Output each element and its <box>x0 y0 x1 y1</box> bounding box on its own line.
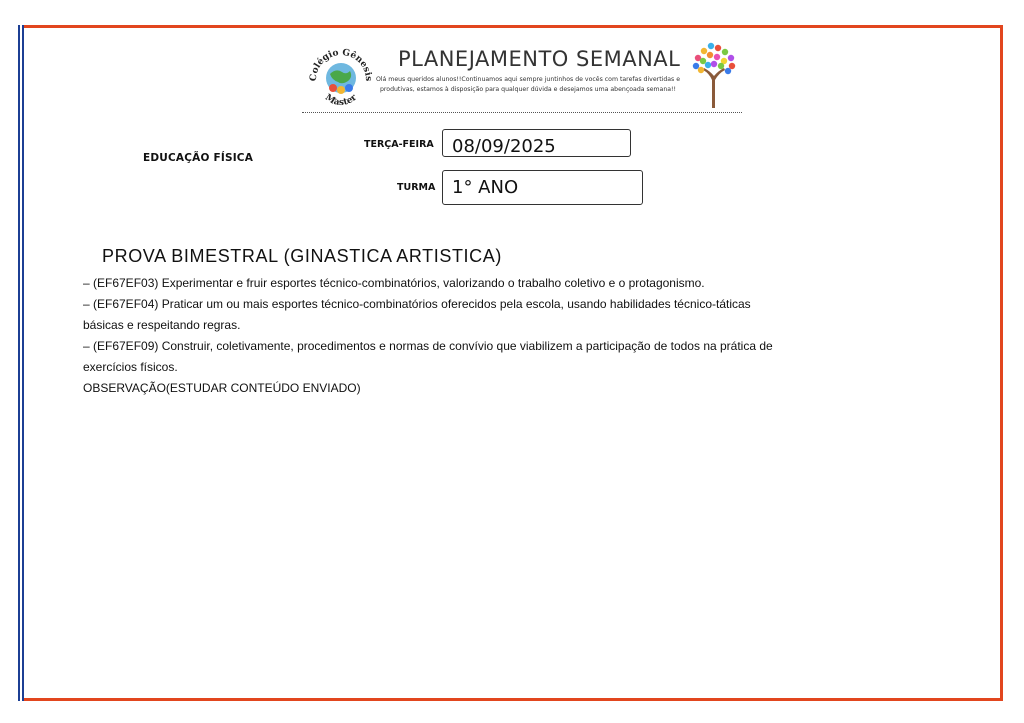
page-border-accent <box>18 25 24 701</box>
class-label: TURMA <box>397 182 436 193</box>
content-line: básicas e respeitando regras. <box>83 318 241 332</box>
content-line: exercícios físicos. <box>83 360 178 374</box>
logo-text-bottom: Master <box>323 92 360 108</box>
content-line: OBSERVAÇÃO(ESTUDAR CONTEÚDO ENVIADO) <box>83 381 361 395</box>
subject-label: EDUCAÇÃO FÍSICA <box>143 152 254 164</box>
section-heading: PROVA BIMESTRAL (GINASTICA ARTISTICA) <box>102 246 502 266</box>
logo-text-top: Colégio Gênesis <box>308 47 374 82</box>
class-field: 1° ANO <box>442 170 643 205</box>
day-label: TERÇA-FEIRA <box>364 139 434 150</box>
content-line: – (EF67EF04) Praticar um ou mais esportes técnico-combinatórios oferecidos pela escola, usando habilidades técnico-táticas <box>83 297 751 311</box>
school-logo <box>308 44 374 110</box>
content-line: – (EF67EF09) Construir, coletivamente, procedimentos e normas de convívio que viabilizem a participação de todos na prática de <box>83 339 773 353</box>
date-field: 08/09/2025 <box>442 129 631 157</box>
content-line: – (EF67EF03) Experimentar e fruir esportes técnico-combinatórios, valorizando o trabalho coletivo e o protagonismo. <box>83 276 705 290</box>
header-divider <box>302 112 742 113</box>
tree-icon <box>688 40 740 110</box>
content-body <box>83 273 883 399</box>
page-title: PLANEJAMENTO SEMANAL <box>398 47 681 71</box>
welcome-message: Olá meus queridos alunos!!Continuamos aqui sempre juntinhos de vocês com tarefas divertidas e produtivas, estamos à disposição para qualquer dúvida e desejamos uma abençoada semana!! <box>375 76 681 93</box>
